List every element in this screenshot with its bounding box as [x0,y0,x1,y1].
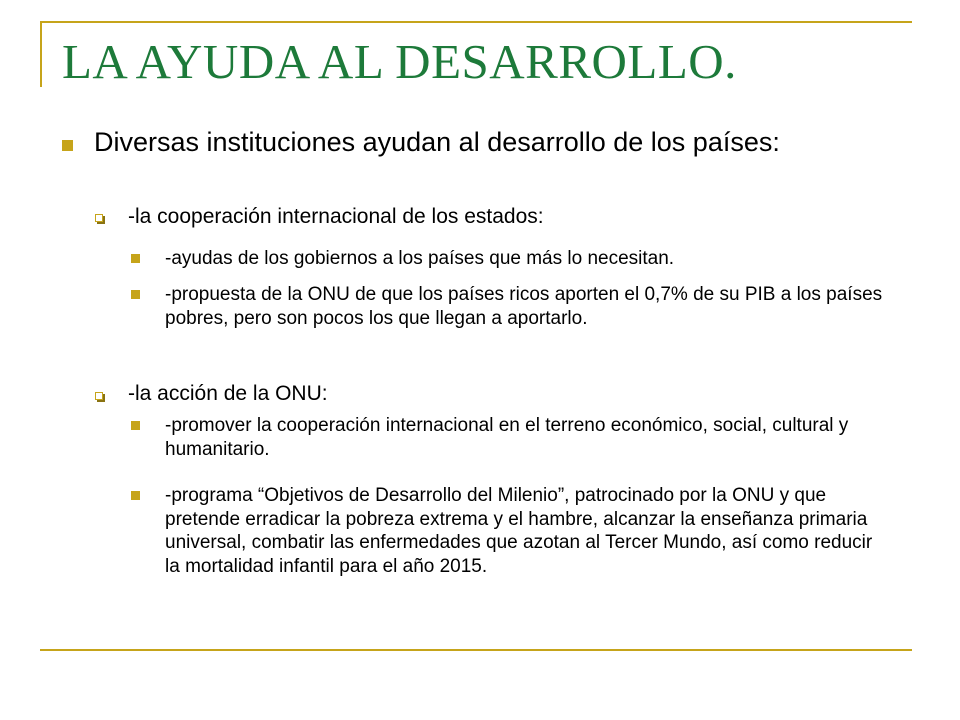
section-b-item: -promover la cooperación internacional en el terreno económico, social, cultural y humanitario. [165,415,849,460]
square-bullet-icon [131,491,140,500]
slide-title: LA AYUDA AL DESARROLLO. [62,34,737,89]
hollow-square-bullet-icon [95,214,103,222]
section-b-item: -programa “Objetivos de Desarrollo del Milenio”, patrocinado por la ONU y que pretende erradicar la pobreza extrema y el hambre, alcanzar la enseñanza primaria universal, combatir las enfermedades que azotan al Tercer Mundo, así como reducir la mortalidad infantil para el año 2015. [165,485,873,577]
section-a-label: -la cooperación internacional de los estados: [128,205,544,228]
top-rule [40,21,912,23]
intro-text: Diversas instituciones ayudan al desarrollo de los países: [94,127,780,157]
square-bullet-icon [62,140,73,151]
section-a-item: -propuesta de la ONU de que los países ricos aporten el 0,7% de su PIB a los países pobres, pero son pocos los que llegan a aportarlo. [165,284,883,329]
section-b-label: -la acción de la ONU: [128,382,328,405]
bottom-rule [40,649,912,651]
square-bullet-icon [131,290,140,299]
section-a-item: -ayudas de los gobiernos a los países que más lo necesitan. [165,248,675,269]
square-bullet-icon [131,421,140,430]
left-rule [40,21,42,87]
square-bullet-icon [131,254,140,263]
hollow-square-bullet-icon [95,392,103,400]
